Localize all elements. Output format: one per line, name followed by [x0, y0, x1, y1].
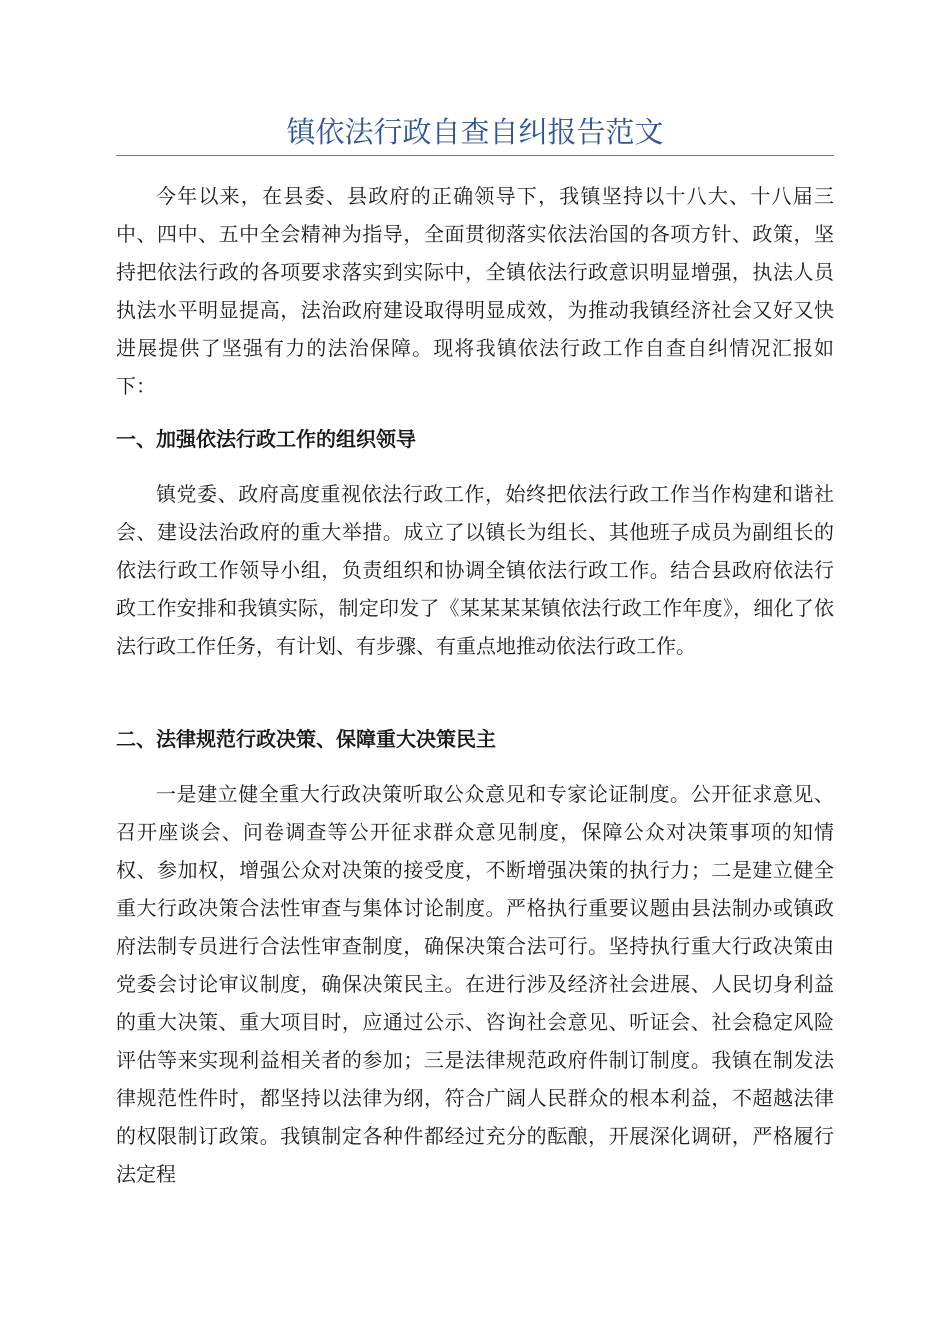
section-1-heading: 一、加强依法行政工作的组织领导 — [116, 427, 416, 451]
section-2-heading: 二、法律规范行政决策、保障重大决策民主 — [116, 727, 496, 751]
intro-paragraph: 今年以来，在县委、县政府的正确领导下，我镇坚持以十八大、十八届三中、四中、五中全会精神为指导，全面贯彻落实依法治国的各项方针、政策，坚持把依法行政的各项要求落实到实际中，全镇依法行政意识明显增强，执法人员执法水平明显提高，法治政府建设取得明显成效，为推动我镇经济社会又好又快进展提供了坚强有力的法治保障。现将我镇依法行政工作自查自纠情况汇报如下： — [116, 184, 834, 398]
section-1-paragraph: 镇党委、政府高度重视依法行政工作，始终把依法行政工作当作构建和谐社会、建设法治政府的重大举措。成立了以镇长为组长、其他班子成员为副组长的依法行政工作领导小组，负责组织和协调全镇依法行政工作。结合县政府依法行政工作安排和我镇实际，制定印发了《某某某某镇依法行政工作年度》，细化了依法行政工作任务，有计划、有步骤、有重点地推动依法行政工作。 — [116, 482, 834, 658]
section-2-paragraph: 一是建立健全重大行政决策听取公众意见和专家论证制度。公开征求意见、召开座谈会、问卷调查等公开征求群众意见制度，保障公众对决策事项的知情权、参加权，增强公众对决策的接受度，不断增强决策的执行力；二是建立健全重大行政决策合法性审查与集体讨论制度。严格执行重要议题由县法制办或镇政府法制专员进行合法性审查制度，确保决策合法可行。坚持执行重大行政决策由党委会讨论审议制度，确保决策民主。在进行涉及经济社会进展、人民切身利益的重大决策、重大项目时，应通过公示、咨询社会意见、听证会、社会稳定风险评估等来实现利益相关者的参加；三是法律规范政府件制订制度。我镇在制发法律规范性件时，都坚持以法律为纲，符合广阔人民群众的根本利益，不超越法律的权限制订政策。我镇制定各种件都经过充分的酝酿，开展深化调研，严格履行法定程 — [116, 782, 834, 1186]
title-underline — [116, 155, 834, 156]
document-title: 镇依法行政自查自纠报告范文 — [286, 115, 664, 149]
